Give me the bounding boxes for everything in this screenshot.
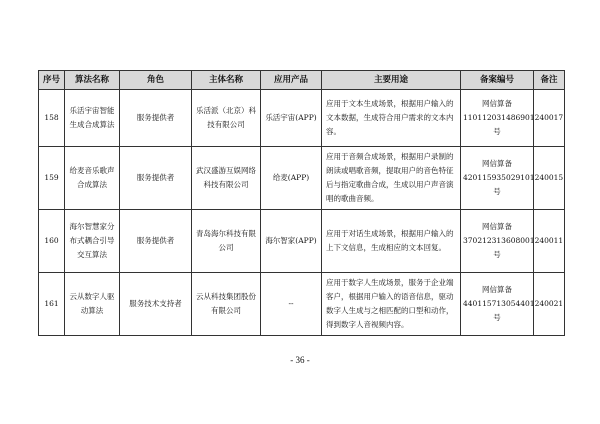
cell-no: 160 [39, 210, 65, 273]
cell-usage: 应用于音频合成场景，根据用户录制的朗读或唱歌音频，提取用户的音色特征后与指定歌曲合成，生成以用户声音演唱的歌曲音频。 [322, 147, 461, 210]
cell-usage: 应用于对话生成场景，根据用户输入的上下文信息，生成相应的文本回复。 [322, 210, 461, 273]
table-row [39, 147, 565, 210]
cell-algorithm: 给麦音乐歌声合成算法 [65, 147, 120, 210]
cell-usage: 应用于数字人生成场景，服务于企业端客户，根据用户输入的语音信息，驱动数字人生成与之相匹配的口型和动作，得到数字人音视频内容。 [322, 273, 461, 336]
cell-product: 海尔智家(APP) [261, 210, 322, 273]
cell-product: 给麦(APP) [261, 147, 322, 210]
header-remark: 备注 [534, 71, 565, 90]
cell-role: 服务提供者 [120, 147, 192, 210]
header-product: 应用产品 [261, 71, 322, 90]
cell-entity: 武汉盛游互娱网络科技有限公司 [192, 147, 261, 210]
cell-product: 乐活宇宙(APP) [261, 90, 322, 147]
cell-algorithm: 海尔智慧家分布式耦合引导交互算法 [65, 210, 120, 273]
cell-algorithm: 云从数字人驱动算法 [65, 273, 120, 336]
cell-filing-no: 网信算备370212313608001240011号 [461, 210, 534, 273]
header-role: 角色 [120, 71, 192, 90]
cell-filing-no: 网信算备440115713054401240021号 [461, 273, 534, 336]
cell-role: 服务提供者 [120, 90, 192, 147]
header-algorithm: 算法名称 [65, 71, 120, 90]
cell-no: 159 [39, 147, 65, 210]
cell-entity: 乐活派（北京）科技有限公司 [192, 90, 261, 147]
page-number: - 36 - [290, 355, 310, 365]
cell-no: 161 [39, 273, 65, 336]
table-row [39, 90, 565, 147]
header-entity: 主体名称 [192, 71, 261, 90]
cell-role: 服务技术支持者 [120, 273, 192, 336]
header-no: 序号 [39, 71, 65, 90]
algorithm-filing-table [38, 70, 565, 336]
table-row [39, 273, 565, 336]
header-filing-no: 备案编号 [461, 71, 534, 90]
cell-algorithm: 乐活宇宙智能生成合成算法 [65, 90, 120, 147]
cell-role: 服务提供者 [120, 210, 192, 273]
cell-usage: 应用于文本生成场景，根据用户输入的文本数据，生成符合用户需求的文本内容。 [322, 90, 461, 147]
header-usage: 主要用途 [322, 71, 461, 90]
cell-filing-no: 网信算备420115935029101240015号 [461, 147, 534, 210]
cell-product: -- [261, 273, 322, 336]
table-header-row [39, 71, 565, 90]
cell-entity: 云从科技集团股份有限公司 [192, 273, 261, 336]
table-row [39, 210, 565, 273]
cell-filing-no: 网信算备110112031486901240017号 [461, 90, 534, 147]
cell-entity: 青岛海尔科技有限公司 [192, 210, 261, 273]
cell-no: 158 [39, 90, 65, 147]
